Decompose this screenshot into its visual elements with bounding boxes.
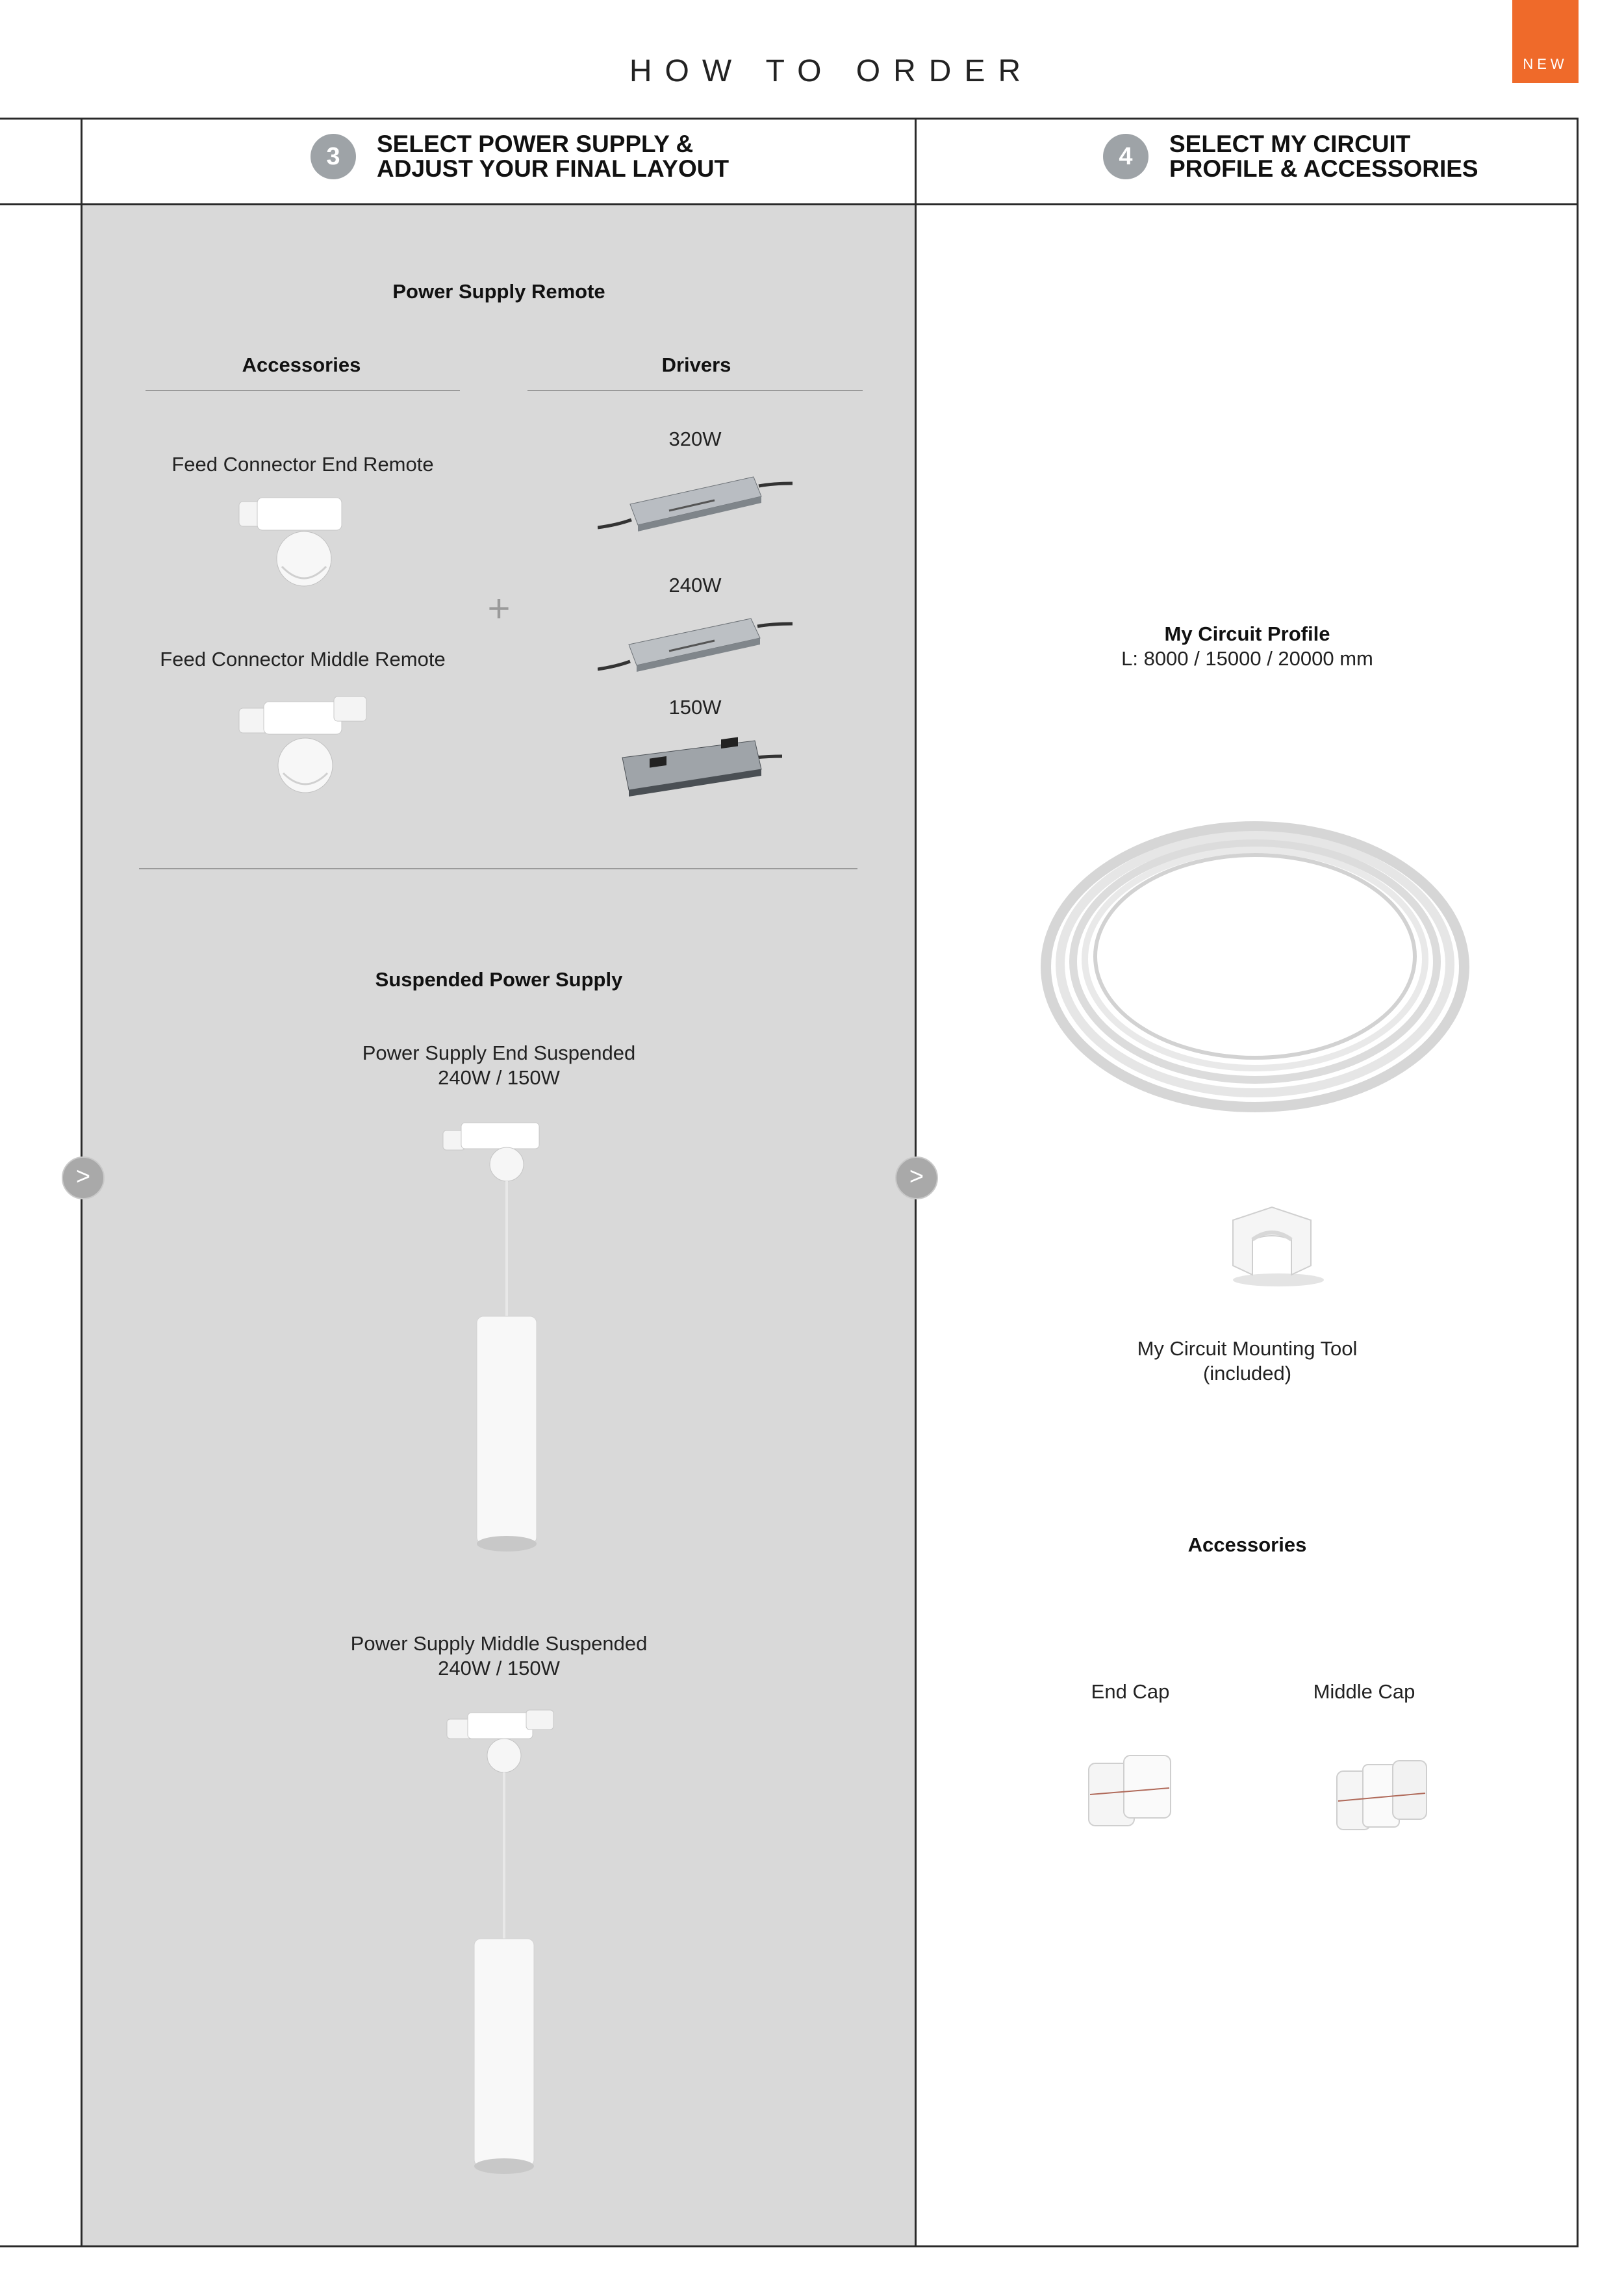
remote-section-rule xyxy=(139,868,857,869)
feed-middle-label: Feed Connector Middle Remote xyxy=(160,648,446,671)
new-badge-label: NEW xyxy=(1523,56,1568,72)
ps-middle-suspended-watts: 240W / 150W xyxy=(438,1657,560,1680)
next-arrow-middle[interactable]: > xyxy=(895,1156,938,1199)
profile-lengths: L: 8000 / 15000 / 20000 mm xyxy=(1121,647,1373,670)
feed-connector-end-image xyxy=(227,494,357,598)
step4-title-line2: PROFILE & ACCESSORIES xyxy=(1169,155,1478,182)
ps-end-suspended-name: Power Supply End Suspended xyxy=(362,1041,636,1064)
end-cap-label: End Cap xyxy=(1091,1680,1170,1703)
mounting-tool-note: (included) xyxy=(1202,1362,1292,1385)
mounting-tool-image xyxy=(1213,1194,1330,1292)
driver-150-image xyxy=(611,728,786,806)
step3-title xyxy=(377,132,729,181)
feed-end-label: Feed Connector End Remote xyxy=(171,453,434,476)
ps-middle-suspended-name: Power Supply Middle Suspended xyxy=(350,1632,648,1655)
page-title: HOW TO ORDER xyxy=(629,54,1034,88)
circuit-profile-coil-image xyxy=(1034,806,1476,1118)
step3-title-line2: ADJUST YOUR FINAL LAYOUT xyxy=(377,155,730,182)
table-top-rule xyxy=(0,118,1579,120)
feed-connector-middle-image xyxy=(234,693,377,803)
drivers-rule xyxy=(527,390,863,391)
table-bottom-rule xyxy=(0,2245,1579,2247)
profile-name: My Circuit Profile xyxy=(1164,622,1330,645)
driver-320-image xyxy=(598,464,793,542)
step3-number: 3 xyxy=(311,134,356,179)
ps-middle-suspended-image xyxy=(442,1702,559,2183)
next-arrow-left[interactable]: > xyxy=(62,1156,105,1199)
drivers-heading: Drivers xyxy=(661,353,731,376)
step4-title xyxy=(1169,132,1478,181)
accessories-heading-step4: Accessories xyxy=(1187,1533,1307,1556)
ps-end-suspended-image xyxy=(435,1114,552,1555)
remote-heading: Power Supply Remote xyxy=(392,280,605,303)
accessories-heading-step3: Accessories xyxy=(242,353,361,376)
column-divider-right xyxy=(1577,118,1579,2247)
step4-number: 4 xyxy=(1103,134,1148,179)
driver-320-label: 320W xyxy=(668,428,722,450)
plus-sign: + xyxy=(487,587,511,630)
step3-title-line1: SELECT POWER SUPPLY & xyxy=(377,131,694,157)
new-badge xyxy=(1512,0,1579,83)
mounting-tool-name: My Circuit Mounting Tool xyxy=(1137,1337,1358,1360)
middle-cap-label: Middle Cap xyxy=(1313,1680,1415,1703)
driver-240-image xyxy=(598,607,793,685)
step4-title-line1: SELECT MY CIRCUIT xyxy=(1169,131,1411,157)
driver-150-label: 150W xyxy=(668,696,722,719)
middle-cap-image xyxy=(1333,1748,1430,1845)
suspended-heading: Suspended Power Supply xyxy=(375,968,623,991)
driver-240-label: 240W xyxy=(668,574,722,596)
ps-end-suspended-watts: 240W / 150W xyxy=(438,1066,560,1089)
table-header-rule xyxy=(0,203,1579,205)
end-cap-image xyxy=(1084,1741,1181,1839)
accessories-rule xyxy=(146,390,460,391)
